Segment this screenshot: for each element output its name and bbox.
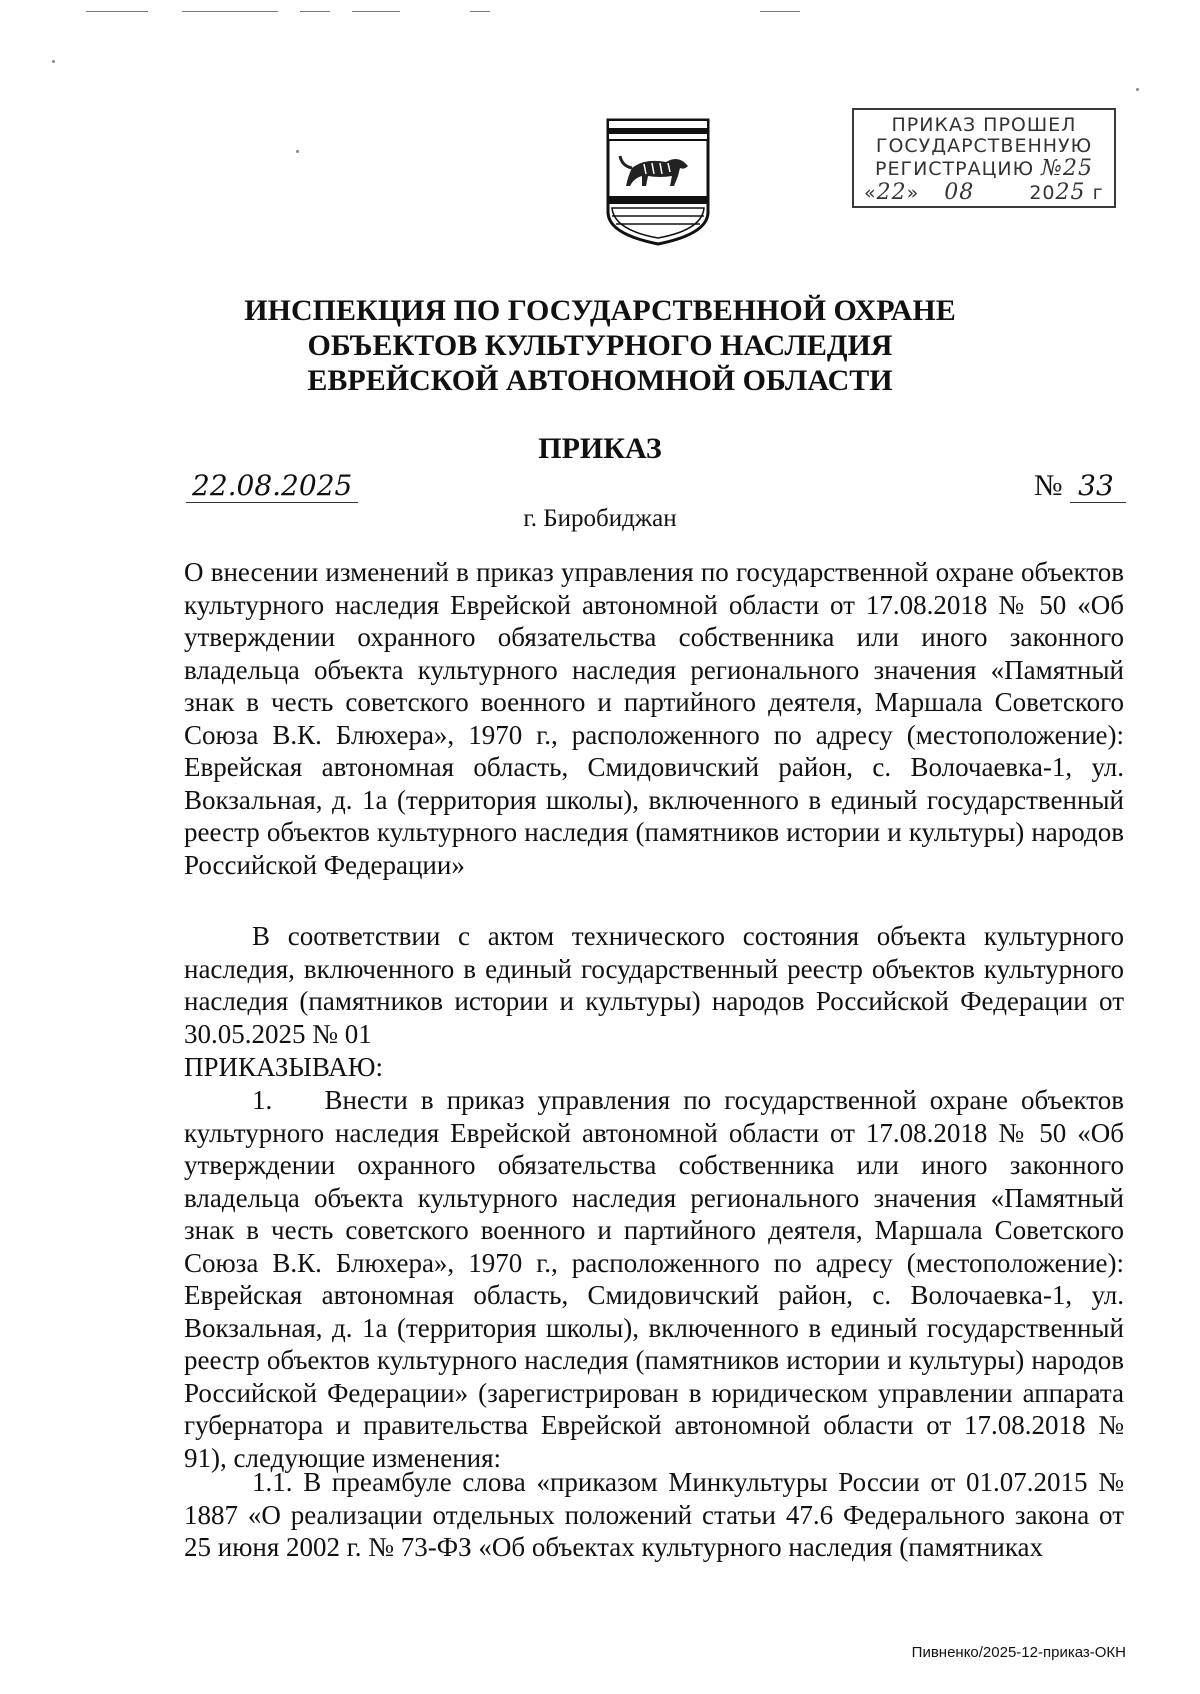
- authority-line: ИНСПЕКЦИЯ ПО ГОСУДАРСТВЕННОЙ ОХРАНЕ: [244, 294, 956, 327]
- authority-line: ЕВРЕЙСКОЙ АВТОНОМНОЙ ОБЛАСТИ: [307, 364, 893, 397]
- stamp-registration-number: №25: [1041, 156, 1093, 181]
- scan-speck: [1136, 88, 1139, 91]
- scan-artifact-line: [0, 8, 1200, 14]
- order-number-value: 33: [1070, 470, 1126, 503]
- stamp-line: ПРИКАЗ ПРОШЕЛ: [891, 114, 1077, 136]
- scan-speck: [296, 150, 299, 153]
- stamp-line: ГОСУДАРСТВЕННУЮ: [875, 135, 1093, 157]
- order-number: [1034, 470, 1126, 503]
- authority-line: ОБЪЕКТОВ КУЛЬТУРНОГО НАСЛЕДИЯ: [307, 329, 893, 362]
- order-item-1: 1. Внести в приказ управления по государственной охране объектов культурного наследия Еврейской автономной области от 17.08.2018 № 50 «Об утверждении охранного обязательства собственника или иного законного владельца объекта культурного наследия регионального значения «Памятный знак в честь советского военного и партийного деятеля, Маршала Советского Союза В.К. Блюхера», 1970 г., расположенного по адресу (местоположение): Еврейская автономная область, Смидовичский район, с. Волочаевка-1, ул. Вокзальная, д. 1а (территория школы), включенного в единый государственный реестр объектов культурного наследия (памятников истории и культуры) народов Российской Федерации» (зарегистрирован в юридическом управлении аппарата губернатора и правительства Еврейской автономной области от 17.08.2018 № 91), следующие изменения:: [184, 1085, 1124, 1473]
- coat-of-arms-emblem: [604, 116, 712, 248]
- number-sign: №: [1034, 469, 1063, 502]
- scan-speck: [52, 60, 55, 63]
- stamp-date: «22» 08 2025 г: [864, 180, 1104, 205]
- order-basis: В соответствии с актом технического состояния объекта культурного наследия, включенного в единый государственный реестр объектов культурного наследия (памятников истории и культуры) народов Российской Федерации от 30.05.2025 № 01: [184, 921, 1124, 1049]
- document-type: ПРИКАЗ: [538, 432, 662, 465]
- stamp-day: 22: [876, 180, 907, 205]
- registration-stamp: [852, 108, 1116, 208]
- city: г. Биробиджан: [523, 505, 677, 532]
- order-subject: О внесении изменений в приказ управления по государственной охране объектов культурного наследия Еврейской автономной области от 17.08.2018 № 50 «Об утверждении охранного обязательства собственника или иного законного владельца объекта культурного наследия регионального значения «Памятный знак в честь советского военного и партийного деятеля, Маршала Советского Союза В.К. Блюхера», 1970 г., расположенного по адресу (местоположение): Еврейская автономная область, Смидовичский район, с. Волочаевка-1, ул. Вокзальная, д. 1а (территория школы), включенного в единый государственный реестр объектов культурного наследия (памятников истории и культуры) народов Российской Федерации»: [184, 557, 1124, 880]
- order-date: 22.08.2025: [186, 470, 358, 503]
- order-directive: ПРИКАЗЫВАЮ:: [184, 1052, 383, 1082]
- stamp-year-unit: г: [1092, 182, 1104, 204]
- stamp-registration-label: РЕГИСТРАЦИЮ: [875, 158, 1035, 180]
- stamp-month: 08: [944, 180, 975, 205]
- stamp-line: [854, 156, 1114, 181]
- issuing-authority: [0, 293, 1200, 398]
- stamp-year-suffix: 25: [1055, 180, 1086, 205]
- order-item-1-1: 1.1. В преамбуле слова «приказом Минкультуры России от 01.07.2015 № 1887 «О реализации отдельных положений статьи 47.6 Федерального закона от 25 июня 2002 г. № 73-ФЗ «Об объектах культурного наследия (памятниках: [184, 1467, 1124, 1562]
- document-footer-code: Пивненко/2025-12-приказ-ОКН: [911, 1644, 1126, 1661]
- stamp-year-prefix: 20: [1029, 182, 1056, 204]
